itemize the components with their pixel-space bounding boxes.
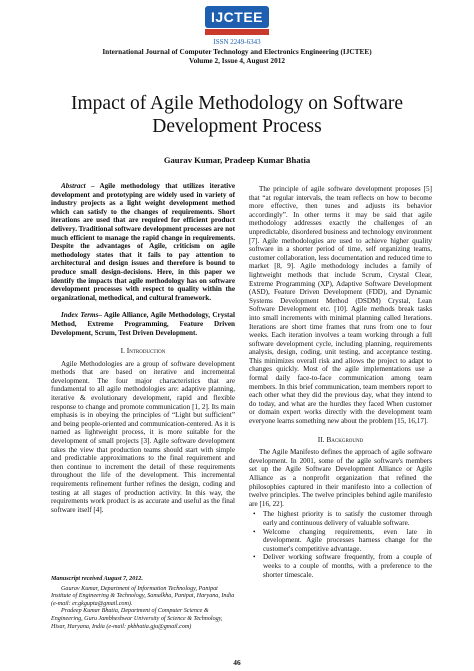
index-terms <box>51 311 235 337</box>
list-item-text: Deliver working software frequently, from a couple of weeks to a couple of months, with a preference to the shorter timescale. <box>263 553 432 579</box>
list-item-text: The highest priority is to satisfy the customer through early and continuous delivery of valuable software. <box>263 510 432 527</box>
footnote-received: Manuscript received August 7, 2012. <box>51 576 143 582</box>
logo-stripe <box>205 29 269 35</box>
journal-name: International Journal of Computer Technology and Electronics Engineering (IJCTEE) <box>102 47 372 56</box>
bullet-icon: • <box>253 553 256 562</box>
left-column <box>51 182 235 514</box>
list-item <box>249 510 432 527</box>
body-paragraph: The Agile Manifesto defines the approach of agile software development. In 2001, some of the agile software's members set up the Agile Software Development Alliance or Agile Alliance as a nonprofit organization that refined the philosophies captured in their manifesto into a collection of twelve principles. The twelve principles behind agile manifesto are [16, 22]. <box>249 448 432 508</box>
page-number: 46 <box>233 658 241 667</box>
list-item <box>249 528 432 554</box>
principles-list <box>249 510 432 579</box>
right-column <box>249 185 432 579</box>
footnote-author-1: Gaurav Kumar, Department of Information Technology, Panipat Institute of Engineering & Technology, Samalkha, Panipat, Haryana, India (e-mail: er.gkgupta@gmail.com). <box>51 585 235 607</box>
abstract-label: Abstract <box>61 182 86 190</box>
footnote-author-2: Pradeep Kumar Bhatia, Department of Computer Science & Engineering, Guru Jambheshwar University of Science & Technology, Hisar, Haryana, India (e-mail: pkbhatia.gju@gmail.com) <box>51 608 223 630</box>
list-item <box>249 553 432 579</box>
list-item-text: Welcome changing requirements, even late in development. Agile processes harness change for the customer's competitive advantage. <box>263 527 432 553</box>
issn: ISSN 2249-6343 <box>213 38 261 46</box>
background-heading: II. Background <box>317 434 364 444</box>
body-paragraph: The principle of agile software development proposes [5] that “at regular intervals, the team reflects on how to become more effective, then tunes and adjusts its behavior accordingly”. In other terms it may be said that agile methodology addresses exactly the challenges of an unpredictable, disordered business and technology environment [7]. Agile methodologies are used to achieve higher quality software in a shorter period of time, self organizing teams, customer collaboration, less documentation and reduced time to market [8, 9]. Agile methodology includes a family of lightweight methods that include Scrum, Crystal Clear, Extreme Programming (XP), Adaptive Software Development (ASD), Feature Driven Development (FDD), and Dynamic Systems Development Method (DSDM) Crystal, Lean Software Development etc. [10]. Agile methods break tasks into small increments with minimal planning called Iterations. Iterations are short time frames that runs from one to four weeks. Each iteration involves a team working through a full software development cycle, including planning, requirements analysis, design, coding, unit testing, and acceptance testing. This minimizes overall risk and allows the project to adapt to changes quickly. Most of the agile implementations use a formal daily face-to-face communication among team members. In this brief communication, team members report to each other what they did the previous day, what they intend to do today, and what are the hurdles they faced When customer or domain expert works directly with the development team everyone learns something new about the problem [15, 16,17]. <box>249 185 432 426</box>
journal-logo <box>205 6 269 36</box>
footnotes <box>51 576 235 631</box>
index-terms-label: Index Terms <box>61 311 99 320</box>
abstract <box>51 182 235 302</box>
introduction-text: Agile Methodologies are a group of software development methods that are based on iterative and incremental development. The four major characteristics that are fundamental to all agile methodologies are: adaptive planning, iterative & evolutionary development, rapid and flexible response to change and promote communication [1, 2]. Its main emphasis is in obeying the principles of “Light but sufficient” and being people-oriented and communication-centered. As it is named as lightweight process, it is more suitable for the development of small projects [3]. Agile software development takes the view that production teams should start with simple and predictable approximations to the final requirement and then continue to increment the detail of these requirements throughout the life of the development. This incremental requirements refinement further refines the design, coding and testing at all stages of production activity. In this way, the requirements work product is as accurate and useful as the final software itself [4]. <box>51 359 235 514</box>
volume-info: Volume 2, Issue 4, August 2012 <box>188 56 286 65</box>
paper-title: Impact of Agile Methodology on Software Development Process <box>71 93 403 137</box>
bullet-icon: • <box>253 510 256 519</box>
paper-authors: Gaurav Kumar, Pradeep Kumar Bhatia <box>163 155 311 165</box>
index-terms-text: – Agile Alliance, Agile Methodology, Crystal Method, Extreme Programming, Feature Driven Development, Scrum, Test Driven Development. <box>51 311 235 337</box>
abstract-text: – Agile methodology that utilizes iterative development and prototyping are widely used in variety of industry projects as a light weight development method which can satisfy to the changes of requirements. Short iterations are used that are required for efficient product delivery. Traditional software development processes are not much efficient to manage the rapid change in requirements. Despite the advantages of Agile, criticism on agile methodology states that it fails to pay attention to architectural and design issues and therefore is bound to produce small design-decisions. Here, in this paper we identify the impacts that agile methodology has on software development processes with respect to quality within the organizational, methodical, and cultural framework. <box>51 182 235 302</box>
bullet-icon: • <box>253 527 256 536</box>
logo-text: IJCTEE <box>210 9 263 25</box>
introduction-heading: I. Introduction <box>120 346 166 356</box>
